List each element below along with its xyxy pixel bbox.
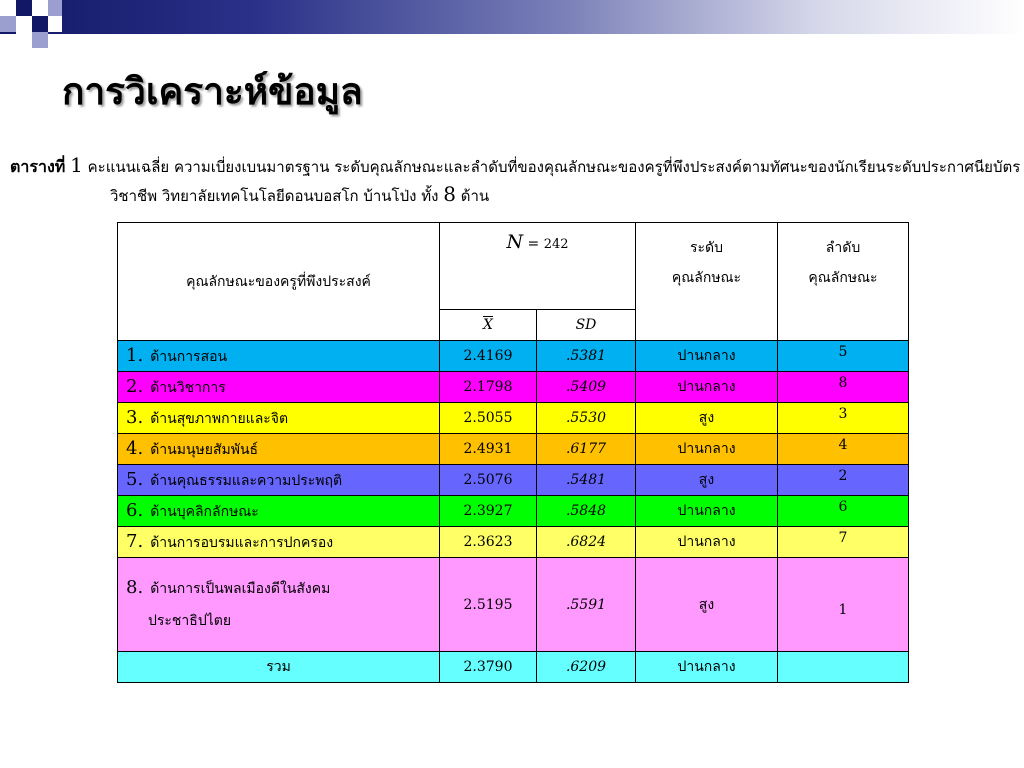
n-value: 242 [543,237,569,252]
row-level: ปานกลาง [636,527,778,558]
table-row [118,465,909,496]
row-attribute [118,341,440,372]
row-sd: .6824 [537,527,636,558]
deco-square [32,16,48,32]
row-level: สูง [636,465,778,496]
deco-square [48,0,62,16]
table-row [118,372,909,403]
row-index: 2. [126,375,144,397]
row-level: สูง [636,403,778,434]
row-index: 8. [126,577,144,598]
row-sd: .6177 [537,434,636,465]
row-rank: 2 [778,465,909,496]
row-mean: 2.3623 [440,527,537,558]
row-mean: 2.1798 [440,372,537,403]
table-row [118,341,909,372]
header-sd: SD [537,310,636,341]
row-mean: 2.3927 [440,496,537,527]
caption-line-1 [10,152,1024,181]
table-row [118,527,909,558]
row-sd: .5481 [537,465,636,496]
total-mean: 2.3790 [440,652,537,683]
caption-text-2a: วิชาชีพ วิทยาลัยเทคโนโลยีดอนบอสโก บ้านโป่ง ทั้ง [110,187,439,205]
row-sd: .5848 [537,496,636,527]
caption-text-2b: ด้าน [460,187,490,205]
row-attribute [118,403,440,434]
table-row [118,434,909,465]
caption-text: คะแนนเฉลี่ย ความเบี่ยงเบนมาตรฐาน ระดับคุณลักษณะและลำดับที่ของคุณลักษณะของครูที่พึงประสงค์ตามทัศนะของนักเรียนระดับประกาศนียบัตร [87,158,1021,176]
row-attribute [118,434,440,465]
row-index: 1. [126,344,144,366]
header-attribute: คุณลักษณะของครูที่พึงประสงค์ [118,223,440,341]
row-index: 6. [126,499,144,521]
table-row [118,403,909,434]
row-name: ด้านสุขภาพกายและจิต [150,410,289,427]
row-name: ด้านการสอน [150,348,228,365]
row-mean: 2.5055 [440,403,537,434]
deco-square [16,0,32,16]
deco-square [0,16,16,32]
row-rank: 6 [778,496,909,527]
row-mean: 2.5076 [440,465,537,496]
total-label: รวม [118,652,440,683]
row-name: ด้านการเป็นพลเมืองดีในสังคม [150,581,331,597]
header-gradient-bar [0,0,1024,34]
row-level: ปานกลาง [636,372,778,403]
row-name-line2: ประชาธิปไตย [148,613,232,629]
header-level: ระดับ คุณลักษณะ [636,223,778,341]
row-name: ด้านการอบรมและการปกครอง [150,534,334,551]
deco-square [16,16,32,32]
row-mean: 2.5195 [440,558,537,652]
row-level: ปานกลาง [636,341,778,372]
row-attribute [118,527,440,558]
total-rank [778,652,909,683]
header-sample-size [440,223,636,310]
n-equals: = [523,236,544,252]
deco-square [32,0,48,16]
row-level: ปานกลาง [636,434,778,465]
table-row [118,558,909,652]
caption-number: 1 [70,153,83,177]
total-level: ปานกลาง [636,652,778,683]
total-sd: .6209 [537,652,636,683]
row-attribute [118,372,440,403]
row-level: สูง [636,558,778,652]
row-index: 4. [126,437,144,459]
n-symbol: N [506,231,524,253]
deco-square [16,32,32,48]
row-rank: 1 [778,558,909,652]
results-table [117,222,909,683]
deco-square [32,32,48,48]
row-attribute [118,558,440,652]
row-sd: .5381 [537,341,636,372]
row-sd: .5530 [537,403,636,434]
row-mean: 2.4169 [440,341,537,372]
row-rank: 8 [778,372,909,403]
row-index: 5. [126,468,144,490]
row-rank: 5 [778,341,909,372]
caption-label: ตารางที่ [10,157,66,176]
deco-square [0,0,16,16]
row-rank: 7 [778,527,909,558]
row-index: 7. [126,530,144,552]
row-name: ด้านวิชาการ [150,379,226,396]
table-total-row [118,652,909,683]
row-sd: .5591 [537,558,636,652]
header-mean: $\overline{X}$ [440,310,537,341]
caption-count: 8 [443,182,456,206]
table-row [118,496,909,527]
row-index: 3. [126,406,144,428]
row-mean: 2.4931 [440,434,537,465]
row-rank: 4 [778,434,909,465]
table-caption [10,152,1024,210]
row-sd: .5409 [537,372,636,403]
row-level: ปานกลาง [636,496,778,527]
row-attribute [118,496,440,527]
table-header-row [118,223,909,310]
row-attribute [118,465,440,496]
row-name: ด้านบุคลิกลักษณะ [150,503,259,520]
row-name: ด้านมนุษยสัมพันธ์ [150,441,259,458]
header-rank: ลำดับ คุณลักษณะ [778,223,909,341]
row-rank: 3 [778,403,909,434]
row-name: ด้านคุณธรรมและความประพฤติ [150,472,343,489]
slide-title: การวิเคราะห์ข้อมูล [62,70,363,113]
caption-line-2 [10,181,1024,210]
deco-square [48,16,62,32]
